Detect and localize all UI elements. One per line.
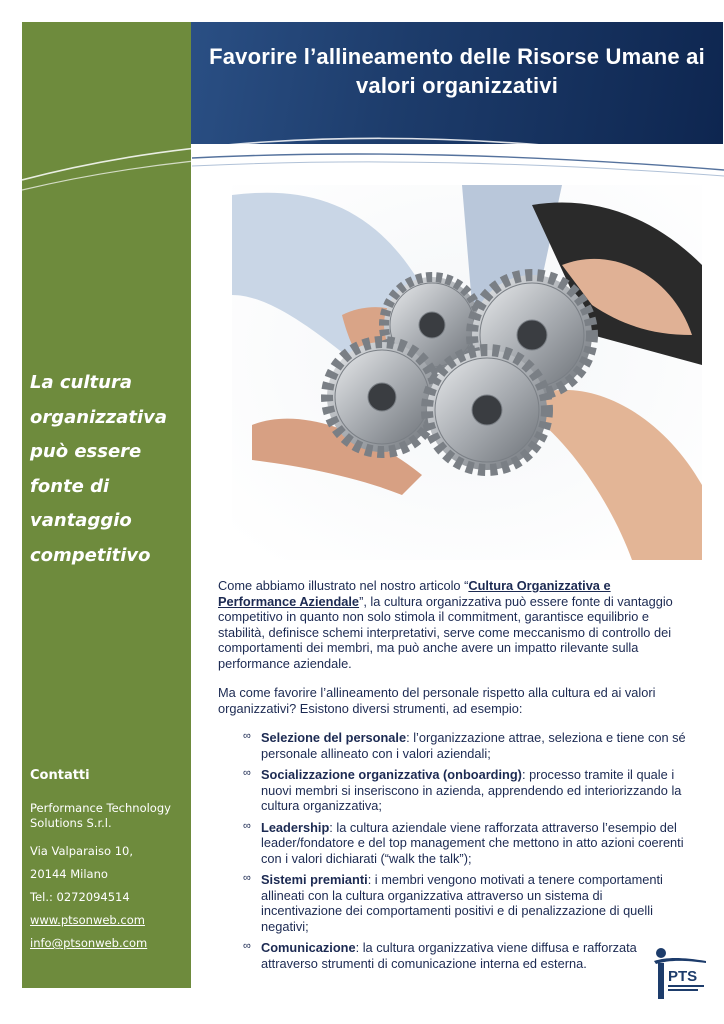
item-text: : i membri vengono motivati a tenere comportamenti allineati con la cultura organizzativa attraverso un sistema di incentivazione dei comportamenti positivi e di penalizzazione di quelli negativi; (261, 872, 663, 934)
question-paragraph: Ma come favorire l’allineamento del personale rispetto alla cultura ed ai valori organizzativi? Esistono diversi strumenti, ad esempio: (218, 685, 656, 716)
page-title: Favorire l’allineamento delle Risorse Umane ai valori organizzativi (209, 44, 705, 98)
item-text: : l’organizzazione attrae, seleziona e tiene con sé personale allineato con i valori aziendali; (261, 730, 686, 761)
website-link[interactable]: www.ptsonweb.com (30, 913, 145, 927)
infinity-bullet-icon: ∞ (243, 730, 251, 742)
item-term: Socializzazione organizzativa (onboarding) (261, 767, 522, 782)
intro-text-before: Come abbiamo illustrato nel nostro articolo “ (218, 578, 469, 593)
infinity-bullet-icon: ∞ (243, 767, 251, 779)
item-term: Selezione del personale (261, 730, 407, 745)
intro-paragraph (218, 578, 686, 671)
list-item (218, 767, 686, 814)
address-street: Via Valparaiso 10, (30, 844, 134, 858)
pts-logo (652, 945, 708, 1005)
item-text: : processo tramite il quale i nuovi membri si inseriscono in azienda, apprendendo ed interiorizzando la cultura organizzativa; (261, 767, 682, 813)
item-text: : la cultura organizzativa viene diffusa e rafforzata attraverso strumenti di comunicazione interna ed esterna. (261, 940, 637, 971)
tools-list (218, 730, 686, 971)
list-item (218, 940, 686, 971)
item-term: Leadership (261, 819, 330, 835)
email-link[interactable]: info@ptsonweb.com (30, 936, 148, 950)
company-name: Performance Technology Solutions S.r.l. (30, 801, 171, 830)
list-item (218, 730, 686, 761)
contacts-block (30, 768, 188, 959)
contacts-heading: Contatti (30, 768, 90, 783)
logo-text: PTS (668, 968, 698, 985)
list-item (218, 820, 686, 867)
gears-photo (232, 185, 702, 560)
infinity-bullet-icon: ∞ (243, 940, 251, 952)
infinity-bullet-icon: ∞ (243, 872, 251, 884)
sidebar-tagline: La cultura organizzativa può essere fonte di vantaggio competitivo (30, 372, 168, 566)
item-term: Comunicazione (261, 940, 356, 955)
item-text: : la cultura aziendale viene rafforzata attraverso l’esempio del leader/fondatore e del top management che mettono in atto azioni coerenti con i valori dichiarati (“walk the talk”); (261, 819, 684, 866)
gear-bottom-right (427, 350, 547, 470)
address-city: 20144 Milano (30, 867, 108, 881)
intro-text-after: ”, la cultura organizzativa può essere fonte di vantaggio competitivo in quanto non solo stimola il commitment, garantisce equilibrio e stabilità, definisce schemi interpretativi, serve come meccanismo di controllo dei comportamenti dei membri, ma può anche avere un impatto rilevante sulla performance aziendale. (218, 593, 673, 671)
list-item (218, 872, 686, 934)
article-link[interactable]: Cultura Organizzativa e Performance Aziendale (218, 578, 611, 609)
gear-bottom-left (327, 342, 437, 452)
item-term: Sistemi premianti (261, 872, 368, 887)
infinity-bullet-icon: ∞ (243, 819, 251, 832)
article-body (218, 578, 686, 977)
phone-number: Tel.: 0272094514 (30, 890, 130, 904)
